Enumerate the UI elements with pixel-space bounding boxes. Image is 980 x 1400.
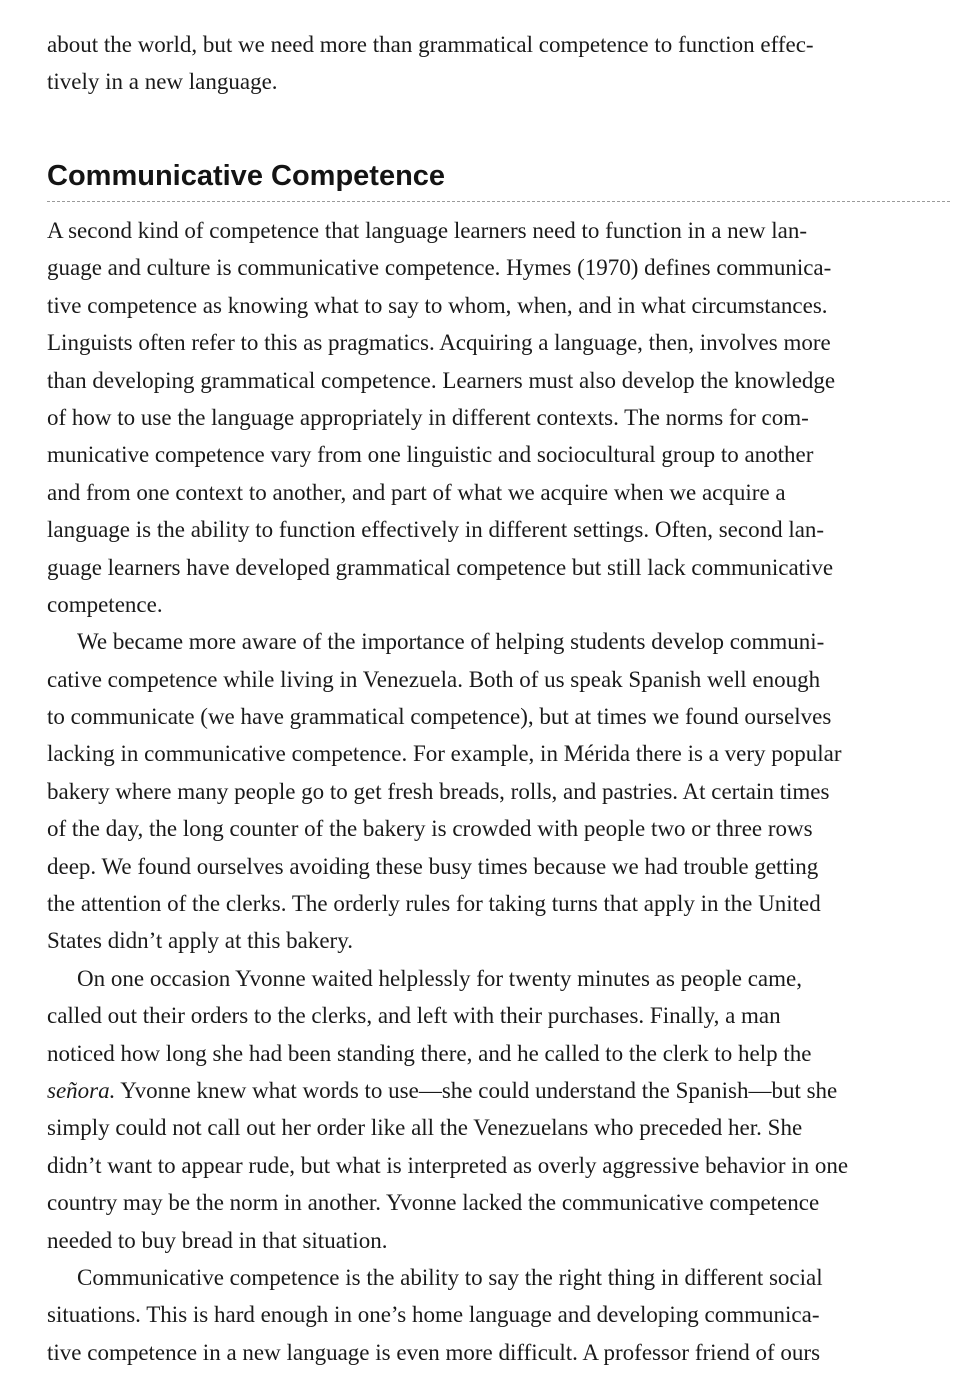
text-line: guage and culture is communicative competence. Hymes (1970) defines communica- [47,255,832,281]
text-line: noticed how long she had been standing there, and he called to the clerk to help the [47,1040,812,1066]
section-heading-block [47,156,950,196]
intro-paragraph [47,26,814,101]
text-line: and from one context to another, and part of what we acquire when we acquire a [47,479,786,505]
text-line: bakery where many people go to get fresh breads, rolls, and pastries. At certain times [47,778,830,804]
text-line: situations. This is hard enough in one’s home language and developing communica- [47,1302,820,1328]
text-line: of the day, the long counter of the bakery is crowded with people two or three rows [47,816,813,842]
text-line: deep. We found ourselves avoiding these busy times because we had trouble getting [47,853,819,879]
text-line: to communicate (we have grammatical competence), but at times we found ourselves [47,704,832,730]
text-line: didn’t want to appear rude, but what is interpreted as overly aggressive behavior in one [47,1152,849,1178]
text-line: tively in a new language. [47,69,278,95]
paragraph-4 [47,1259,848,1371]
text-line: than developing grammatical competence. Learners must also develop the knowledge [47,367,836,393]
text-line-with-italic [47,1072,848,1109]
section-heading: Communicative Competence [47,160,446,192]
text-line: guage learners have developed grammatical competence but still lack communicative [47,554,834,580]
text-line: lacking in communicative competence. For example, in Mérida there is a very popular [47,741,842,767]
text-line: language is the ability to function effectively in different settings. Often, second lan- [47,517,825,543]
text-line: of how to use the language appropriately in different contexts. The norms for com- [47,404,809,430]
text-line: Communicative competence is the ability to say the right thing in different social [77,1264,823,1290]
paragraph-1 [47,212,848,623]
text-line: cative competence while living in Venezuela. Both of us speak Spanish well enough [47,666,821,692]
paragraph-3 [47,960,848,1259]
text-line: needed to buy bread in that situation. [47,1227,388,1253]
text-line: tive competence in a new language is even more difficult. A professor friend of ours [47,1339,821,1365]
text-line: simply could not call out her order like all the Venezuelans who preceded her. She [47,1115,803,1141]
text-line: municative competence vary from one linguistic and sociocultural group to another [47,442,814,468]
text-line: competence. [47,591,163,617]
paragraph-2 [47,623,848,960]
text-line: We became more aware of the importance of helping students develop communi- [77,629,825,655]
text-line: tive competence as knowing what to say to whom, when, and in what circumstances. [47,292,828,318]
text-line: about the world, but we need more than grammatical competence to function effec- [47,32,814,57]
text-line: A second kind of competence that language learners need to function in a new lan- [47,218,807,243]
text-line: called out their orders to the clerks, and left with their purchases. Finally, a man [47,1003,781,1029]
text-line: On one occasion Yvonne waited helplessly for twenty minutes as people came, [77,965,802,991]
text-line: the attention of the clerks. The orderly rules for taking turns that apply in the United [47,891,821,917]
text-line: States didn’t apply at this bakery. [47,928,353,954]
text-line: country may be the norm in another. Yvonne lacked the communicative competence [47,1190,820,1216]
italic-word: señora. [47,1077,116,1103]
text-line: Linguists often refer to this as pragmatics. Acquiring a language, then, involves more [47,330,831,356]
heading-divider [47,201,950,202]
text-fragment: Yvonne knew what words to use—she could understand the Spanish—but she [115,1077,838,1103]
section-body [47,212,848,1371]
